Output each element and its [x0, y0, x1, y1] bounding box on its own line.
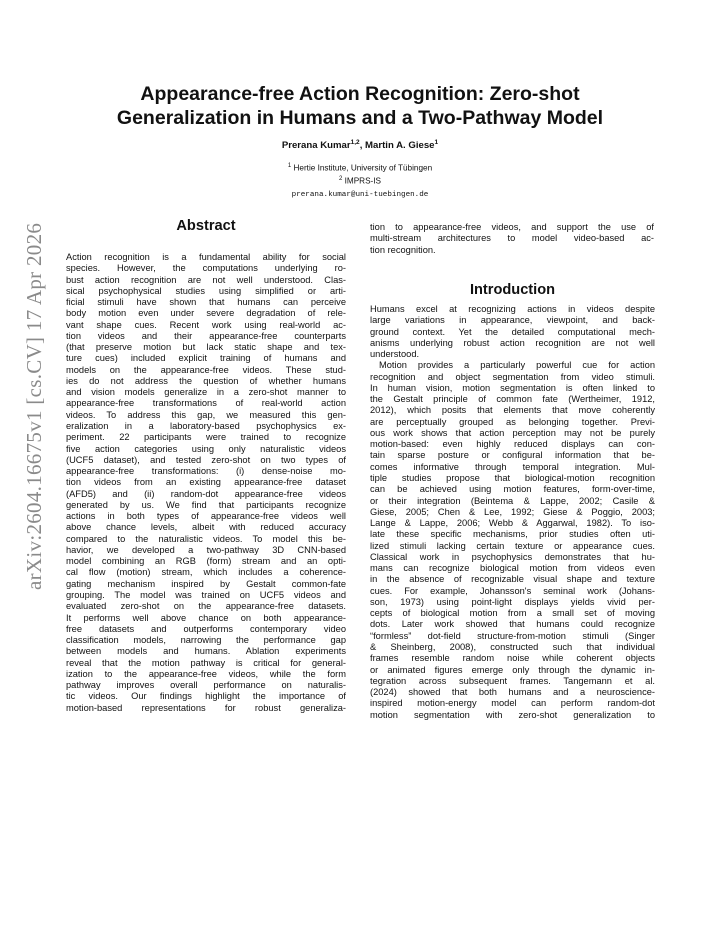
- text-line: inspired motion-energy model can perform random-dot: [370, 698, 655, 709]
- text-line: grouping. The model was trained on UCF5 videos and: [66, 589, 346, 600]
- text-line: recognition and object segmentation from video stimuli.: [370, 371, 655, 382]
- paper-title: [90, 82, 630, 130]
- author-affiliation-marker: 1,2: [350, 139, 360, 146]
- text-line: and vision models generalize in a zero-shot manner to: [66, 387, 346, 398]
- text-line: vant shape cues. Recent work using real-world ac-: [66, 319, 346, 330]
- text-line: tegration across subsequent frames. Tangemann et al.: [370, 675, 655, 686]
- text-line: ies do not address the question of whether humans: [66, 375, 346, 386]
- text-line: “formless” dot-field structure-from-motion stimuli (Singer: [370, 630, 655, 641]
- text-line: ground context. Yet the detailed computational mech-: [370, 326, 655, 337]
- text-line: generated by us. We find that participants recognize: [66, 499, 346, 510]
- text-line: tion to appearance-free videos, and support the use of: [370, 222, 654, 232]
- affiliation-text: Hertie Institute, University of Tübingen: [291, 163, 433, 173]
- text-line: son, 1973) using point-light displays yields vivid per-: [370, 596, 655, 607]
- text-line: tain sparse posture or configural information that be-: [370, 450, 655, 461]
- text-line: body motion even under severe degradation of rele-: [66, 308, 346, 319]
- text-line: Motion provides a particularly powerful cue for action: [379, 360, 655, 371]
- text-line: ficial stimuli have shown that humans can perceive: [66, 297, 346, 308]
- text-line: anisms underlying robust action recognition are not well: [370, 337, 655, 348]
- introduction-heading: Introduction: [469, 282, 556, 298]
- text-line: lized stimuli lacking certain texture or appearance cues.: [370, 540, 655, 551]
- text-line: 2012), which posits that elements that move coherently: [370, 405, 655, 416]
- text-line: (UCF5 dataset), and tested zero-shot on two types of: [66, 454, 346, 465]
- text-line: in the absence of recognizable visual shape and texture: [370, 574, 655, 585]
- text-line: eralization in a laboratory-based psychophysics ex-: [66, 420, 346, 431]
- text-line: ous work shows that action perception may not be purely: [370, 427, 655, 438]
- text-line: It performs well above chance on both appearance-: [66, 612, 346, 623]
- text-line: cal flow (motion) stream, which includes a coherence-: [66, 567, 346, 578]
- author-name: Prerana Kumar: [281, 140, 351, 152]
- text-line: motion-based representations for robust generaliza-: [66, 702, 346, 713]
- text-line: appearance-free transformations of real-world action: [66, 398, 346, 409]
- text-line: videos. To address this gap, we measured this gen-: [66, 409, 346, 420]
- text-line: above chance levels, albeit with reduced accuracy: [66, 522, 346, 533]
- text-line: (AFD5) and (ii) random-dot appearance-free videos: [66, 488, 346, 499]
- text-line: appearance-free transformations: (i) dense-noise mo-: [66, 466, 346, 477]
- text-line: pathway improves overall performance on naturalis-: [66, 680, 346, 691]
- text-line: the Gestalt principle of common fate (Wertheimer, 1912,: [370, 394, 655, 405]
- text-line: Lange & Lappe, 2006; Webb & Aggarwal, 1982). To iso-: [370, 518, 655, 529]
- text-line: motion segmentation with zero-shot generalization to: [370, 709, 655, 720]
- text-line: periment. 22 participants were trained to recognize: [66, 432, 346, 443]
- text-line: large variations in appearance, viewpoint, and back-: [370, 315, 655, 326]
- text-line: species. However, the computations underlying ro-: [66, 263, 346, 274]
- text-line: can be achieved using motion features, form-over-time,: [370, 484, 655, 495]
- text-line: Action recognition is a fundamental ability for social: [66, 252, 346, 262]
- text-line: understood.: [370, 349, 420, 360]
- text-line: havior, we developed a two-pathway 3D CNN-based: [66, 544, 346, 555]
- title-line: Appearance-free Action Recognition: Zero-shot: [140, 83, 580, 105]
- text-line: tic videos. Our findings highlight the importance of: [66, 691, 346, 702]
- text-line: sical psychophysical studies using simplified or arti-: [66, 285, 346, 296]
- text-line: dots. Later work showed that humans could recognize: [370, 619, 655, 630]
- text-line: mans can recognize biological motion from videos even: [370, 563, 655, 574]
- text-line: or their integration (Beintema & Lappe, 2002; Casile &: [370, 495, 655, 506]
- text-line: are perceptually grouped as belonging together. Previ-: [370, 416, 655, 427]
- text-line: reveal that the motion pathway is critical for general-: [66, 657, 346, 668]
- arxiv-identifier-stamp[interactable]: arXiv:2604.16675v1 [cs.CV] 17 Apr 2026: [22, 222, 46, 590]
- text-line: late these specific mechanisms, prior studies often uti-: [370, 529, 655, 540]
- text-line: cues. For example, Johansson's seminal work (Johans-: [370, 585, 655, 596]
- affiliations: [90, 161, 630, 187]
- text-line: models on the appearance-free videos. These stud-: [66, 364, 346, 375]
- text-line: actions in both types of appearance-free videos well: [66, 511, 346, 522]
- affiliation-marker: 2: [338, 176, 343, 183]
- text-line: cepts of biological motion from a small set of moving: [370, 608, 655, 619]
- text-line: (that preserve motion but lack static shape and tex-: [66, 342, 346, 353]
- text-line: free datasets and outperforms contemporary video: [66, 623, 346, 634]
- abstract-continuation: [370, 222, 654, 256]
- text-line: comes informative through temporal integration. Mul-: [370, 461, 655, 472]
- text-line: between models and humans. Ablation experiments: [66, 646, 346, 657]
- text-line: tiple studies propose that biological-motion recognition: [370, 472, 655, 483]
- author-email[interactable]: prerana.kumar@uni-tuebingen.de: [291, 191, 429, 199]
- text-line: tion videos from an existing appearance-free dataset: [66, 477, 346, 488]
- text-line: bust action recognition are not well understood. Clas-: [66, 274, 346, 285]
- affiliation-text: IMPRS-IS: [342, 176, 381, 186]
- text-line: evaluated zero-shot on the appearance-free datasets.: [66, 601, 346, 612]
- text-line: five action categories using only naturalistic videos: [66, 443, 346, 454]
- abstract-heading: Abstract: [176, 218, 236, 234]
- text-line: Giese, 2005; Chen & Lee, 1992; Giese & Poggio, 2003;: [370, 506, 655, 517]
- affiliation-line: [90, 161, 630, 174]
- text-line: compared to the naturalistic videos. To model this be-: [66, 533, 346, 544]
- text-line: In human vision, motion segmentation is often linked to: [370, 382, 655, 393]
- text-line: multi-stream architectures to model video-based ac-: [370, 233, 654, 244]
- introduction-body: [370, 304, 655, 721]
- text-line: tion videos and their appearance-free counterparts: [66, 330, 346, 341]
- text-line: ization to the appearance-free videos, while the form: [66, 668, 346, 679]
- text-line: & Sheinberg, 2008), constructed such that individual: [370, 641, 655, 652]
- title-line: Generalization in Humans and a Two-Pathway Model: [116, 107, 604, 129]
- author-name: Martin A. Giese: [365, 140, 435, 152]
- author-affiliation-marker: 1: [434, 139, 439, 146]
- text-line: or animated figures emerge only through the dynamic in-: [370, 664, 655, 675]
- text-line: classification models, narrowing the performance gap: [66, 635, 346, 646]
- author-separator: ,: [359, 140, 366, 152]
- text-line: tion recognition.: [370, 244, 436, 255]
- text-line: Classical work in psychophysics demonstrates that hu-: [370, 551, 655, 562]
- author-list: [90, 139, 630, 151]
- text-line: gating mechanism inspired by Gestalt common-fate: [66, 578, 346, 589]
- text-line: motion-based: even highly reduced displays can con-: [370, 439, 655, 450]
- text-line: model combining an RGB (form) stream and an opti-: [66, 556, 346, 567]
- abstract-body: [66, 252, 346, 714]
- affiliation-line: [90, 174, 630, 187]
- text-line: ture cues) included explicit training of humans and: [66, 353, 346, 364]
- text-line: frames resemble random noise while coherent objects: [370, 653, 655, 664]
- text-line: Humans excel at recognizing actions in videos despite: [370, 304, 655, 314]
- text-line: (2024) showed that both humans and a neuroscience-: [370, 687, 655, 698]
- affiliation-marker: 1: [287, 163, 292, 169]
